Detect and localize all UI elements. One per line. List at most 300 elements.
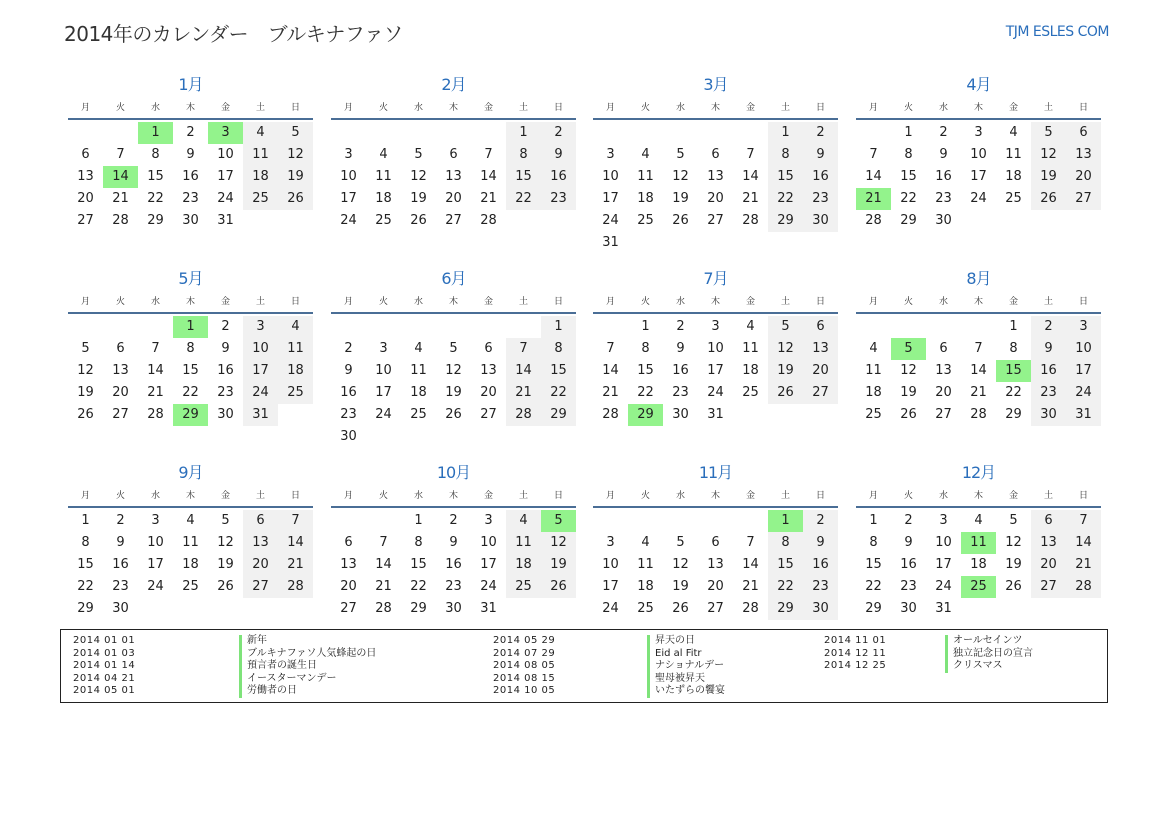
weekday-header xyxy=(856,292,1101,314)
weekday-label: 土 xyxy=(518,297,528,307)
weekday-label: 火 xyxy=(903,103,913,113)
month-3 xyxy=(593,74,838,254)
day-cell: 27 xyxy=(243,576,278,598)
empty-cell xyxy=(733,510,768,532)
day-cell: 13 xyxy=(1066,144,1101,166)
day-cell: 6 xyxy=(1031,510,1066,532)
day-cell: 6 xyxy=(344,535,353,550)
weekday-label: 火 xyxy=(378,297,388,307)
weekday-label: 金 xyxy=(1008,491,1018,501)
weekday-label: 日 xyxy=(553,491,563,501)
day-cell: 21 xyxy=(742,579,759,594)
holiday-day-cell: 29 xyxy=(628,404,663,426)
empty-cell xyxy=(698,510,733,532)
month-12 xyxy=(856,462,1101,620)
day-cell: 30 xyxy=(112,601,129,616)
weekday-label: 木 xyxy=(185,297,195,307)
day-cell: 24 xyxy=(707,385,724,400)
day-cell: 20 xyxy=(707,191,724,206)
day-cell: 16 xyxy=(445,557,462,572)
day-cell: 23 xyxy=(112,579,129,594)
empty-cell xyxy=(856,316,891,338)
day-cell: 5 xyxy=(676,535,685,550)
weekday-label: 土 xyxy=(518,491,528,501)
weekday-label: 日 xyxy=(1078,491,1088,501)
weekday-label: 火 xyxy=(115,297,125,307)
day-cell: 17 xyxy=(217,169,234,184)
holiday-name: 聖母被昇天 xyxy=(655,672,705,684)
day-cell: 13 xyxy=(480,363,497,378)
day-cell: 18 xyxy=(637,579,654,594)
day-cell: 31 xyxy=(243,404,278,426)
empty-cell xyxy=(926,316,961,338)
empty-cell xyxy=(593,510,628,532)
holiday-name: ナショナルデー xyxy=(655,660,725,671)
weekday-label: 水 xyxy=(413,297,423,307)
holiday-day-cell: 1 xyxy=(768,510,803,532)
weekday-label: 火 xyxy=(115,491,125,501)
day-cell: 12 xyxy=(217,535,234,550)
day-cell: 3 xyxy=(711,319,720,334)
day-cell: 9 xyxy=(676,341,685,356)
month-name: 4月 xyxy=(966,75,991,94)
day-cell: 8 xyxy=(506,144,541,166)
day-cell: 28 xyxy=(506,404,541,426)
empty-cell xyxy=(366,316,401,338)
day-cell: 14 xyxy=(865,169,882,184)
day-cell: 7 xyxy=(379,535,388,550)
weekday-label: 月 xyxy=(605,491,615,501)
day-cell: 26 xyxy=(900,407,917,422)
day-cell: 22 xyxy=(637,385,654,400)
day-cell: 20 xyxy=(445,191,462,206)
weekday-header xyxy=(593,292,838,314)
day-cell: 18 xyxy=(970,557,987,572)
day-cell: 7 xyxy=(506,338,541,360)
weekday-label: 月 xyxy=(868,103,878,113)
day-cell: 5 xyxy=(1009,513,1018,528)
day-cell: 3 xyxy=(243,316,278,338)
day-cell: 12 xyxy=(541,532,576,554)
weekday-label: 月 xyxy=(343,297,353,307)
weekday-label: 金 xyxy=(745,103,755,113)
day-cell: 5 xyxy=(414,147,423,162)
day-cell: 29 xyxy=(865,601,882,616)
holiday-name: 独立記念日の宣言 xyxy=(953,647,1033,659)
day-cell: 27 xyxy=(1031,576,1066,598)
day-cell: 3 xyxy=(606,535,615,550)
day-cell: 31 xyxy=(602,235,619,250)
day-cell: 17 xyxy=(340,191,357,206)
day-grid xyxy=(331,316,576,448)
day-cell: 28 xyxy=(375,601,392,616)
holiday-name: ブルキナファソ人気蜂起の日 xyxy=(247,647,377,659)
holiday-day-cell: 5 xyxy=(891,338,926,360)
day-cell: 24 xyxy=(243,382,278,404)
day-cell: 28 xyxy=(602,407,619,422)
day-cell: 11 xyxy=(637,557,654,572)
weekday-label: 金 xyxy=(745,491,755,501)
day-cell: 28 xyxy=(112,213,129,228)
holiday-name: Eid al Fitr xyxy=(655,647,702,659)
day-cell: 21 xyxy=(970,385,987,400)
day-cell: 14 xyxy=(278,532,313,554)
day-cell: 17 xyxy=(375,385,392,400)
day-cell: 1 xyxy=(641,319,650,334)
empty-cell xyxy=(68,316,103,338)
holiday-day-cell: 25 xyxy=(961,576,996,598)
day-cell: 13 xyxy=(803,338,838,360)
empty-cell xyxy=(856,122,891,144)
day-cell: 29 xyxy=(1005,407,1022,422)
day-cell: 11 xyxy=(637,169,654,184)
empty-cell xyxy=(471,122,506,144)
day-cell: 25 xyxy=(506,576,541,598)
day-cell: 20 xyxy=(935,385,952,400)
day-cell: 26 xyxy=(445,407,462,422)
holiday-name: 昇天の日 xyxy=(655,635,695,646)
day-cell: 18 xyxy=(278,360,313,382)
day-cell: 12 xyxy=(1031,144,1066,166)
holiday-date: 2014 05 01 xyxy=(73,685,136,696)
day-cell: 26 xyxy=(278,188,313,210)
month-name: 2月 xyxy=(441,75,466,94)
day-cell: 22 xyxy=(768,188,803,210)
day-cell: 4 xyxy=(746,319,755,334)
day-cell: 31 xyxy=(480,601,497,616)
day-cell: 27 xyxy=(803,382,838,404)
day-cell: 4 xyxy=(243,122,278,144)
month-name: 12月 xyxy=(961,463,996,482)
day-cell: 13 xyxy=(243,532,278,554)
day-cell: 17 xyxy=(147,557,164,572)
empty-cell xyxy=(366,510,401,532)
day-cell: 13 xyxy=(112,363,129,378)
weekday-label: 金 xyxy=(483,297,493,307)
day-cell: 7 xyxy=(1066,510,1101,532)
day-cell: 6 xyxy=(711,147,720,162)
day-cell: 26 xyxy=(410,213,427,228)
day-cell: 27 xyxy=(707,213,724,228)
weekday-header xyxy=(68,98,313,120)
day-cell: 19 xyxy=(768,360,803,382)
weekday-label: 日 xyxy=(1078,297,1088,307)
holiday-name: イースターマンデー xyxy=(247,672,337,684)
day-cell: 25 xyxy=(637,213,654,228)
weekday-label: 土 xyxy=(1043,491,1053,501)
day-cell: 17 xyxy=(707,363,724,378)
empty-cell xyxy=(401,316,436,338)
day-cell: 18 xyxy=(182,557,199,572)
month-2 xyxy=(331,74,576,232)
weekday-label: 月 xyxy=(80,103,90,113)
weekday-label: 木 xyxy=(185,103,195,113)
day-cell: 14 xyxy=(480,169,497,184)
day-cell: 15 xyxy=(182,363,199,378)
day-cell: 8 xyxy=(81,535,90,550)
weekday-label: 木 xyxy=(448,103,458,113)
day-cell: 26 xyxy=(672,213,689,228)
day-cell: 23 xyxy=(803,576,838,598)
day-cell: 7 xyxy=(151,341,160,356)
day-cell: 11 xyxy=(182,535,199,550)
day-cell: 10 xyxy=(243,338,278,360)
day-cell: 18 xyxy=(410,385,427,400)
day-cell: 6 xyxy=(939,341,948,356)
day-cell: 4 xyxy=(1009,125,1018,140)
month-name: 7月 xyxy=(703,269,728,288)
day-cell: 1 xyxy=(904,125,913,140)
weekday-header xyxy=(856,98,1101,120)
day-cell: 25 xyxy=(278,382,313,404)
month-4 xyxy=(856,74,1101,232)
day-cell: 29 xyxy=(77,601,94,616)
day-cell: 1 xyxy=(768,122,803,144)
day-cell: 20 xyxy=(1031,554,1066,576)
day-cell: 15 xyxy=(410,557,427,572)
day-cell: 13 xyxy=(707,169,724,184)
weekday-label: 木 xyxy=(973,491,983,501)
day-cell: 11 xyxy=(375,169,392,184)
month-6 xyxy=(331,268,576,448)
day-cell: 21 xyxy=(602,385,619,400)
holiday-dates-col-3 xyxy=(824,635,886,673)
weekday-label: 火 xyxy=(115,103,125,113)
day-cell: 11 xyxy=(506,532,541,554)
empty-cell xyxy=(663,510,698,532)
day-cell: 12 xyxy=(77,363,94,378)
empty-cell xyxy=(68,122,103,144)
day-cell: 25 xyxy=(742,385,759,400)
day-grid xyxy=(856,510,1101,620)
day-cell: 2 xyxy=(1031,316,1066,338)
day-cell: 22 xyxy=(865,579,882,594)
day-cell: 17 xyxy=(602,579,619,594)
day-cell: 26 xyxy=(768,382,803,404)
day-cell: 30 xyxy=(182,213,199,228)
day-cell: 15 xyxy=(768,554,803,576)
empty-cell xyxy=(698,122,733,144)
holiday-date: 2014 07 29 xyxy=(493,647,556,659)
day-cell: 7 xyxy=(746,147,755,162)
day-cell: 15 xyxy=(637,363,654,378)
day-cell: 19 xyxy=(217,557,234,572)
weekday-label: 土 xyxy=(255,491,265,501)
day-cell: 18 xyxy=(506,554,541,576)
holiday-day-cell: 3 xyxy=(208,122,243,144)
day-cell: 28 xyxy=(147,407,164,422)
day-cell: 9 xyxy=(344,363,353,378)
day-cell: 29 xyxy=(147,213,164,228)
day-cell: 2 xyxy=(449,513,458,528)
day-cell: 31 xyxy=(217,213,234,228)
day-cell: 20 xyxy=(340,579,357,594)
day-grid xyxy=(593,316,838,426)
day-cell: 23 xyxy=(1031,382,1066,404)
day-cell: 21 xyxy=(112,191,129,206)
weekday-label: 日 xyxy=(290,103,300,113)
day-cell: 25 xyxy=(243,188,278,210)
day-cell: 25 xyxy=(410,407,427,422)
day-cell: 8 xyxy=(1009,341,1018,356)
weekday-label: 金 xyxy=(745,297,755,307)
day-cell: 17 xyxy=(970,169,987,184)
month-name: 5月 xyxy=(178,269,203,288)
weekday-header xyxy=(68,292,313,314)
weekday-header xyxy=(856,486,1101,508)
day-cell: 23 xyxy=(182,191,199,206)
day-cell: 20 xyxy=(243,554,278,576)
weekday-label: 月 xyxy=(868,491,878,501)
day-cell: 23 xyxy=(803,188,838,210)
day-cell: 19 xyxy=(278,166,313,188)
holiday-names-col-1 xyxy=(239,635,376,698)
day-cell: 20 xyxy=(112,385,129,400)
day-cell: 12 xyxy=(900,363,917,378)
day-cell: 20 xyxy=(707,579,724,594)
day-cell: 7 xyxy=(746,535,755,550)
holiday-name: いたずらの饗宴 xyxy=(655,685,725,696)
day-cell: 6 xyxy=(1066,122,1101,144)
weekday-label: 水 xyxy=(150,103,160,113)
day-cell: 17 xyxy=(480,557,497,572)
day-cell: 7 xyxy=(606,341,615,356)
day-cell: 20 xyxy=(803,360,838,382)
weekday-label: 水 xyxy=(675,491,685,501)
month-name: 8月 xyxy=(966,269,991,288)
weekday-header xyxy=(331,292,576,314)
day-cell: 4 xyxy=(974,513,983,528)
day-cell: 2 xyxy=(116,513,125,528)
empty-cell xyxy=(663,122,698,144)
day-cell: 18 xyxy=(865,385,882,400)
day-cell: 11 xyxy=(243,144,278,166)
day-cell: 17 xyxy=(243,360,278,382)
month-5 xyxy=(68,268,313,426)
day-cell: 28 xyxy=(970,407,987,422)
day-cell: 5 xyxy=(278,122,313,144)
weekday-label: 水 xyxy=(938,491,948,501)
weekday-label: 月 xyxy=(605,103,615,113)
day-cell: 12 xyxy=(672,557,689,572)
day-cell: 4 xyxy=(278,316,313,338)
month-10 xyxy=(331,462,576,620)
holiday-date: 2014 05 29 xyxy=(493,635,556,646)
day-cell: 9 xyxy=(1031,338,1066,360)
day-cell: 15 xyxy=(865,557,882,572)
day-cell: 18 xyxy=(243,166,278,188)
day-grid xyxy=(856,316,1101,426)
weekday-label: 日 xyxy=(553,103,563,113)
weekday-label: 木 xyxy=(710,103,720,113)
day-cell: 26 xyxy=(1005,579,1022,594)
weekday-label: 金 xyxy=(220,297,230,307)
day-cell: 15 xyxy=(541,360,576,382)
holiday-day-cell: 1 xyxy=(138,122,173,144)
weekday-label: 水 xyxy=(413,103,423,113)
day-cell: 4 xyxy=(379,147,388,162)
month-name: 9月 xyxy=(178,463,203,482)
day-cell: 24 xyxy=(375,407,392,422)
day-cell: 6 xyxy=(243,510,278,532)
day-cell: 16 xyxy=(672,363,689,378)
day-cell: 16 xyxy=(217,363,234,378)
empty-cell xyxy=(628,122,663,144)
day-cell: 18 xyxy=(637,191,654,206)
weekday-label: 金 xyxy=(483,491,493,501)
month-name: 10月 xyxy=(436,463,471,482)
day-cell: 24 xyxy=(480,579,497,594)
month-name: 6月 xyxy=(441,269,466,288)
empty-cell xyxy=(138,316,173,338)
day-cell: 29 xyxy=(410,601,427,616)
day-cell: 28 xyxy=(742,213,759,228)
day-cell: 8 xyxy=(541,338,576,360)
day-cell: 20 xyxy=(77,191,94,206)
day-cell: 22 xyxy=(768,576,803,598)
empty-cell xyxy=(401,122,436,144)
day-cell: 3 xyxy=(1066,316,1101,338)
day-cell: 24 xyxy=(340,213,357,228)
day-cell: 19 xyxy=(445,385,462,400)
day-cell: 19 xyxy=(1031,166,1066,188)
holiday-date: 2014 04 21 xyxy=(73,672,136,684)
day-cell: 12 xyxy=(445,363,462,378)
day-cell: 24 xyxy=(602,213,619,228)
day-cell: 24 xyxy=(1066,382,1101,404)
day-cell: 21 xyxy=(147,385,164,400)
day-cell: 17 xyxy=(1066,360,1101,382)
holiday-date: 2014 12 25 xyxy=(824,660,887,671)
weekday-label: 日 xyxy=(1078,103,1088,113)
month-name: 1月 xyxy=(178,75,203,94)
day-cell: 4 xyxy=(869,341,878,356)
day-cell: 4 xyxy=(641,535,650,550)
day-cell: 19 xyxy=(1005,557,1022,572)
brand-link[interactable]: TJM ESLES COM xyxy=(1005,24,1109,40)
day-cell: 16 xyxy=(803,554,838,576)
day-cell: 11 xyxy=(1005,147,1022,162)
day-cell: 3 xyxy=(151,513,160,528)
empty-cell xyxy=(506,316,541,338)
day-cell: 28 xyxy=(865,213,882,228)
holiday-name: クリスマス xyxy=(953,660,1003,671)
month-11 xyxy=(593,462,838,620)
weekday-label: 金 xyxy=(220,491,230,501)
holiday-day-cell: 21 xyxy=(856,188,891,210)
day-cell: 3 xyxy=(344,147,353,162)
day-cell: 27 xyxy=(707,601,724,616)
day-cell: 15 xyxy=(900,169,917,184)
day-cell: 7 xyxy=(484,147,493,162)
day-cell: 4 xyxy=(641,147,650,162)
weekday-label: 土 xyxy=(780,297,790,307)
day-cell: 5 xyxy=(768,316,803,338)
day-cell: 24 xyxy=(217,191,234,206)
day-cell: 8 xyxy=(869,535,878,550)
day-cell: 14 xyxy=(742,169,759,184)
holiday-date: 2014 11 01 xyxy=(824,635,887,646)
day-cell: 30 xyxy=(1031,404,1066,426)
day-cell: 10 xyxy=(340,169,357,184)
day-cell: 14 xyxy=(506,360,541,382)
day-cell: 10 xyxy=(147,535,164,550)
day-cell: 14 xyxy=(375,557,392,572)
weekday-label: 火 xyxy=(640,103,650,113)
empty-cell xyxy=(436,316,471,338)
day-cell: 16 xyxy=(541,166,576,188)
holiday-day-cell: 15 xyxy=(996,360,1031,382)
